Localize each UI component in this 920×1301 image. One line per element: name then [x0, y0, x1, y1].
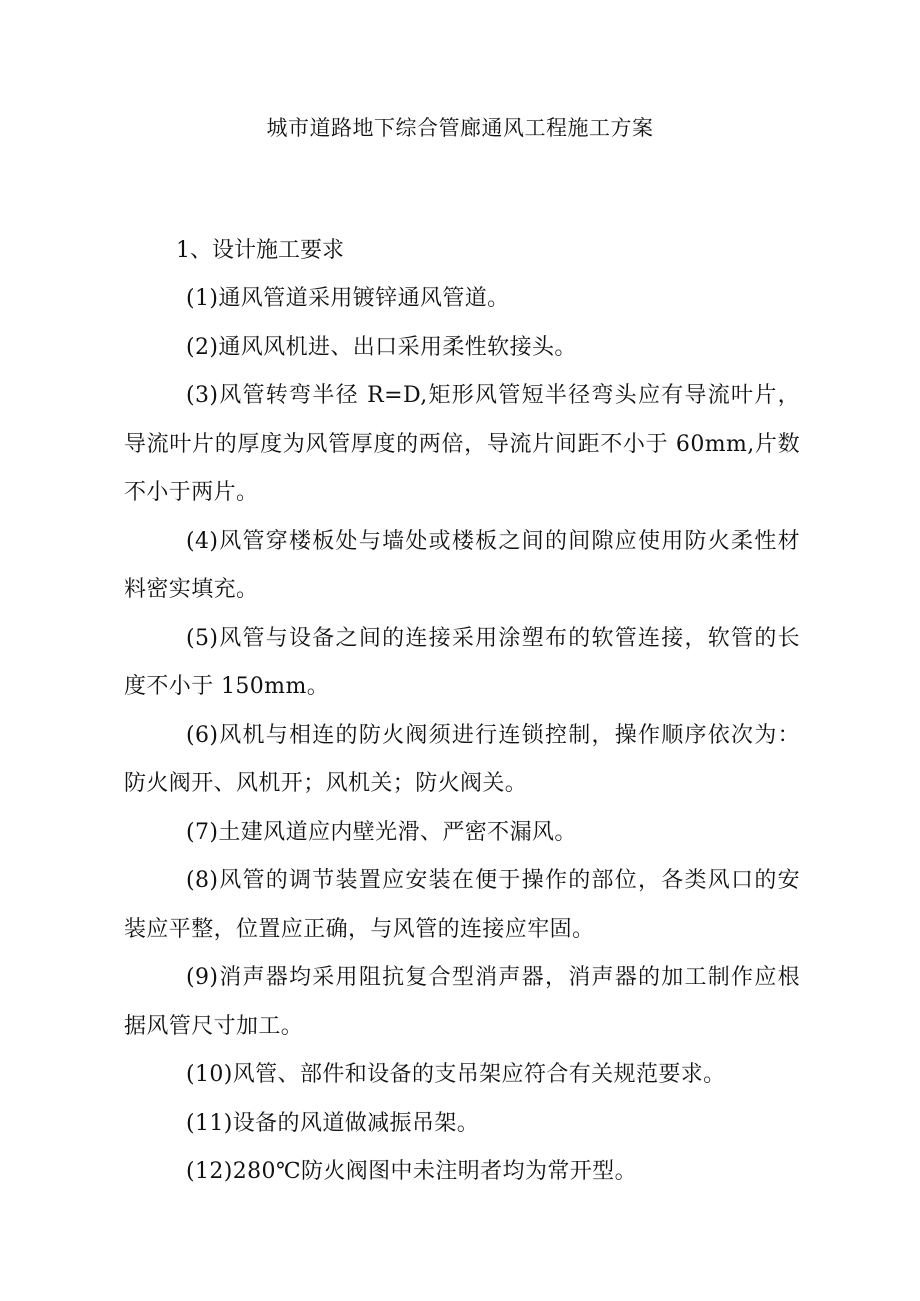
requirement-item-12: (12)280℃防火阀图中未注明者均为常开型。	[186, 1159, 637, 1184]
requirement-item-3: (3)风管转弯半径 R=D,矩形风管短半径弯头应有导流叶片，导流叶片的厚度为风管厚度的两倍，导流片间距不小于 60mm,片数不小于两片。	[124, 383, 800, 505]
requirement-item-10: (10)风管、部件和设备的支吊架应符合有关规范要求。	[186, 1062, 726, 1087]
document-title: 城市道路地下综合管廊通风工程施工方案	[266, 116, 654, 140]
requirement-item-11: (11)设备的风道做减振吊架。	[186, 1110, 480, 1136]
document-body	[124, 227, 800, 1197]
requirement-item-5: (5)风管与设备之间的连接采用涂塑布的软管连接，软管的长度不小于 150mm。	[124, 625, 800, 699]
requirement-item-4: (4)风管穿楼板处与墙处或楼板之间的间隙应使用防火柔性材料密实填充。	[124, 528, 800, 602]
requirement-item-7: (7)土建风道应内壁光滑、严密不漏风。	[186, 819, 577, 845]
section-heading: 1、设计施工要求	[176, 238, 344, 263]
requirement-item-1: (1)通风管道采用镀锌通风管道。	[186, 286, 510, 311]
requirement-item-8: (8)风管的调节装置应安装在便于操作的部位，各类风口的安装应平整，位置应正确，与风管的连接应牢固。	[124, 868, 800, 942]
requirement-item-6: (6)风机与相连的防火阀须进行连锁控制，操作顺序依次为：防火阀开、风机开；风机关；防火阀关。	[124, 722, 800, 796]
requirement-item-9: (9)消声器均采用阻抗复合型消声器，消声器的加工制作应根据风管尺寸加工。	[124, 965, 800, 1039]
requirement-item-2: (2)通风风机进、出口采用柔性软接头。	[186, 334, 577, 360]
